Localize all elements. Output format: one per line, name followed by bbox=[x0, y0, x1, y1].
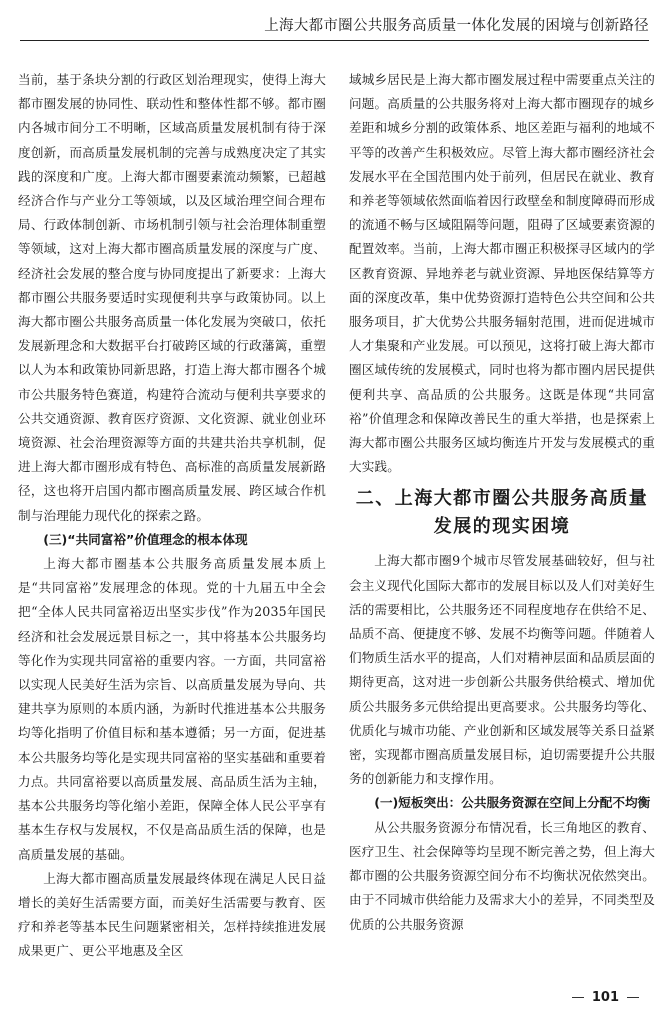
footer-dash-right bbox=[627, 997, 639, 998]
right-paragraph-3: 从公共服务资源分布情况看，长三角地区的教育、医疗卫生、社会保障等均呈现不断完善之势，但上海大都市圈的公共服务资源空间分布不均衡状况依然突出。由于不同城市供给能力及需求大小的差异，不同类型及优质的公共服务资源 bbox=[349, 819, 655, 932]
right-paragraph-1: 域城乡居民是上海大都市圈发展过程中需要重点关注的问题。高质量的公共服务将对上海大都市圈现存的城乡差距和城乡分割的政策体系、地区差距与福利的地域不平等的改善产生积极效应。尽管上海大都市圈经济社会发展水平在全国范围内处于前列，但居民在就业、教育和养老等领域依然面临着因行政壁垒和制度障碍而形成的流通不畅与区域阻隔等问题，阻碍了区域要素资源的配置效率。当前，上海大都市圈正积极探寻区域内的学区教育资源、异地养老与就业资源、异地医保结算等方面的深度改革，集中优势资源打造特色公共空间和公共服务项目，扩大优势公共服务辐射范围，进而促进城市人才集聚和产业发展。可以预见，这将打破上海大都市圈区域传统的发展模式，同时也将为都市圈内居民提供便利共享、高品质的公共服务。这既是体现“共同富裕”价值理念和保障改善民生的重大举措，也是探索上海大都市圈公共服务区域均衡连片开发与发展模式的重大实践。 bbox=[349, 72, 655, 475]
left-column bbox=[18, 68, 326, 964]
left-paragraph-3: 上海大都市圈高质量发展最终体现在满足人民日益增长的美好生活需要方面，而美好生活需要与教育、医疗和养老等基本民生问题紧密相关，怎样持续推进发展成果更广、更公平地惠及全区 bbox=[18, 870, 326, 959]
section-heading: 二、上海大都市圈公共服务高质量发展的现实困境 bbox=[355, 488, 649, 538]
running-head bbox=[20, 14, 649, 41]
left-paragraph-1: 当前，基于条块分割的行政区划治理现实，使得上海大都市圈发展的协同性、联动性和整体性都不够。都市圈内各城市间分工不明晰，区域高质量发展机制有待于深度创新，而高质量发展机制的完善与成熟度决定了其实践的深度和广度。上海大都市圈要素流动频繁，已超越经济合作与产业分工等领域，以及区域治理空间合理布局、行政体制创新、市场机制引领与社会治理体制重塑等领域，这对上海大都市圈高质量发展的深度与广度、经济社会发展的整合度与协同度提出了新要求：上海大都市圈公共服务要适时实现便利共享与政策协同。以上海大都市圈公共服务高质量一体化发展为突破口，依托发展新理念和大数据平台打破跨区域的行政藩篱，重塑以人为本和政策协同新思路，打造上海大都市圈各个城市公共服务特色赛道，构建符合流动与便利共享要求的公共交通资源、教育医疗资源、文化资源、就业创业环境资源、社会治理资源等方面的共建共治共享机制，促进上海大都市圈形成有特色、高标准的高质量发展新路径，这也将开启国内都市圈高质量发展、跨区域合作机制与治理能力现代化的探索之路。 bbox=[18, 72, 326, 523]
footer-dash-left bbox=[572, 997, 584, 998]
running-head-title: 上海大都市圈公共服务高质量一体化发展的困境与创新路径 bbox=[264, 18, 649, 34]
right-column bbox=[349, 68, 655, 937]
page-number: 101 bbox=[591, 990, 619, 1005]
left-subheading: (三)“共同富裕”价值理念的根本体现 bbox=[43, 531, 248, 547]
right-paragraph-2: 上海大都市圈9个城市尽管发展基础较好，但与社会主义现代化国际大都市的发展目标以及人们对美好生活的需要相比，公共服务还不同程度地存在供给不足、品质不高、便捷度不够、发展不均衡等问题。伴随着人们物质生活水平的提高，人们对精神层面和品质层面的期待更高，这对进一步创新公共服务供给模式、增加优质公共服务多元供给提出更高要求。公共服务均等化、优质化与城市功能、产业创新和区域发展等关系日益紧密，实现都市圈高质量发展目标，迫切需要提升公共服务的创新能力和支撑作用。 bbox=[349, 553, 655, 787]
page-footer bbox=[564, 990, 647, 1005]
left-paragraph-2: 上海大都市圈基本公共服务高质量发展本质上是“共同富裕”发展理念的体现。党的十九届五中全会把“全体人民共同富裕迈出坚实步伐”作为2035年国民经济和社会发展远景目标之一，其中将基本公共服务均等化作为实现共同富裕的重要内容。一方面，共同富裕以实现人民美好生活为宗旨、以高质量发展为导向、共建共享为原则的本质内涵，为新时代推进基本公共服务均等化指明了价值目标和基本遵循；另一方面，促进基本公共服务均等化是实现共同富裕的坚实基础和重要着力点。共同富裕要以高质量发展、高品质生活为主轴，基本公共服务均等化缩小差距，保障全体人民公平享有基本生存权与发展权，不仅是高品质生活的保障，也是高质量发展的基础。 bbox=[18, 556, 326, 862]
right-subheading: (一)短板突出：公共服务资源在空间上分配不均衡 bbox=[374, 795, 651, 811]
